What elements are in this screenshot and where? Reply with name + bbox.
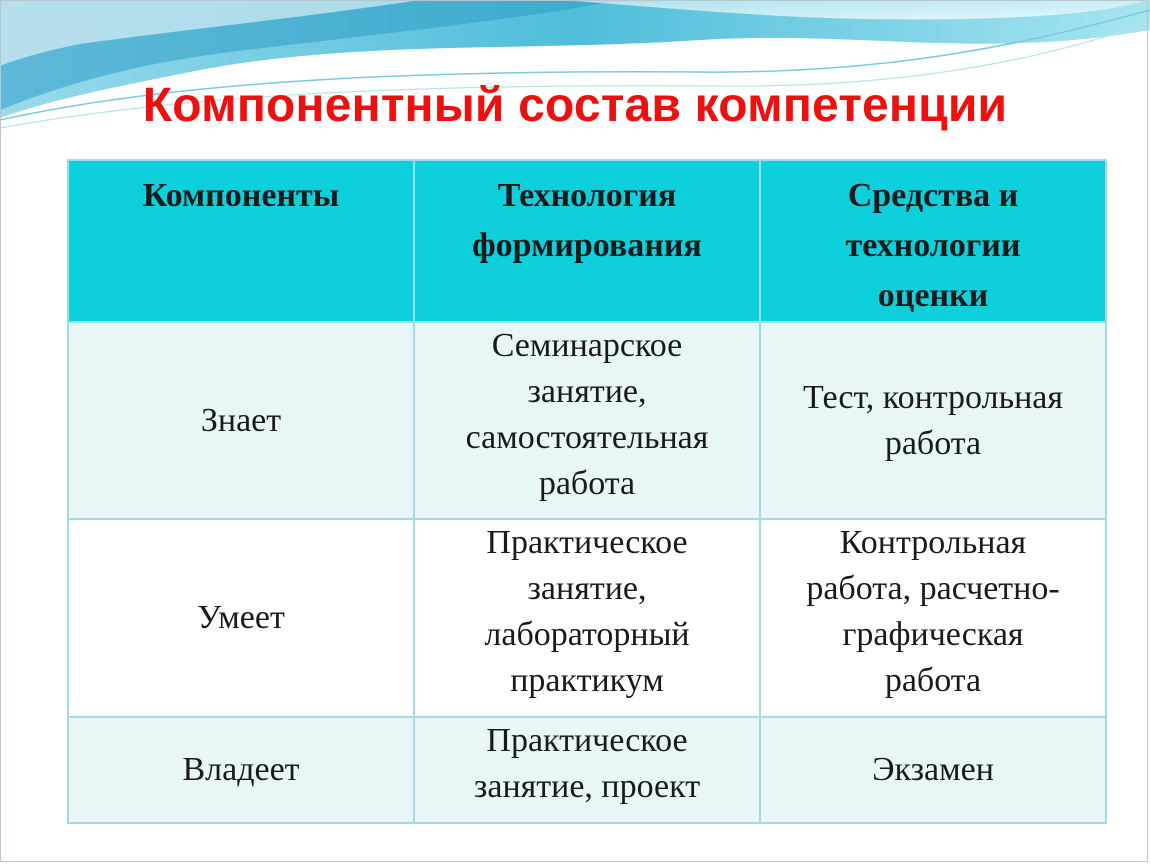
header-technology bbox=[414, 160, 760, 322]
cell-technology bbox=[414, 519, 760, 717]
cell-assessment bbox=[760, 717, 1106, 823]
cell-line: практикум bbox=[510, 662, 664, 699]
header-assessment-line: оценки bbox=[877, 277, 989, 314]
cell-line: работа bbox=[884, 424, 982, 462]
competence-table bbox=[67, 159, 1107, 824]
cell-line: Тест, контрольная bbox=[802, 378, 1063, 416]
cell-line: Контрольная bbox=[839, 524, 1027, 561]
cell-line: работа, расчетно- bbox=[806, 570, 1060, 607]
cell-line: лабораторный bbox=[484, 616, 690, 653]
header-technology-line: формирования bbox=[472, 227, 702, 264]
cell-technology bbox=[414, 322, 760, 519]
cell-technology bbox=[414, 717, 760, 823]
cell-line: Семинарское bbox=[491, 327, 683, 364]
header-assessment-line: Средства и bbox=[847, 177, 1019, 214]
cell-line: занятие, bbox=[527, 373, 647, 410]
cell-line: Практическое bbox=[486, 722, 688, 759]
cell-component: Умеет bbox=[68, 519, 414, 717]
table-header-row bbox=[68, 160, 1106, 322]
cell-assessment bbox=[760, 519, 1106, 717]
header-components bbox=[68, 160, 414, 322]
cell-assessment bbox=[760, 322, 1106, 519]
cell-component: Знает bbox=[68, 322, 414, 519]
header-assessment-line: технологии bbox=[845, 227, 1021, 264]
cell-component: Владеет bbox=[68, 717, 414, 823]
cell-line: работа bbox=[884, 662, 982, 699]
cell-line: самостоятельная bbox=[465, 419, 709, 456]
table-row bbox=[68, 519, 1106, 717]
header-components-line: Компоненты bbox=[142, 177, 340, 214]
cell-line: графическая bbox=[842, 616, 1024, 653]
cell-line: занятие, bbox=[527, 570, 647, 607]
cell-line: работа bbox=[538, 465, 636, 502]
header-assessment bbox=[760, 160, 1106, 322]
header-technology-line: Технология bbox=[497, 177, 677, 214]
cell-line: Экзамен bbox=[872, 751, 994, 788]
slide-title: Компонентный состав компетенции bbox=[142, 79, 1008, 132]
cell-line: занятие, проект bbox=[473, 768, 701, 805]
cell-line: Практическое bbox=[486, 524, 688, 561]
table-row bbox=[68, 717, 1106, 823]
table-row bbox=[68, 322, 1106, 519]
